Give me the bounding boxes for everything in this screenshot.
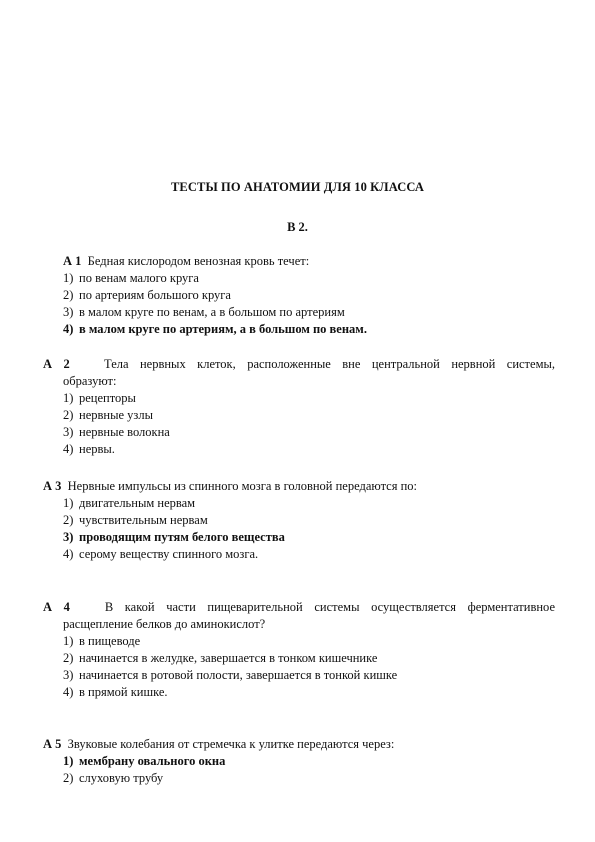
question-text [43,599,555,616]
question-a1 [43,253,555,338]
option-text: по артериям большого круга [79,288,231,302]
question-text [43,356,555,373]
option-number: 1) [63,496,74,510]
answer-option[interactable] [43,304,555,321]
option-text: чувствительным нервам [79,513,208,527]
option-text: нервные узлы [79,408,153,422]
option-number: 3) [63,305,74,319]
option-text: рецепторы [79,391,136,405]
question-prompt: Тела нервных клеток, расположенные вне центральной нервной системы, [104,357,556,371]
option-number: 4) [63,685,74,699]
option-number: 1) [63,634,74,648]
answer-options [43,633,555,701]
question-text [43,253,555,270]
question-number: А 2 [43,357,70,371]
answer-option[interactable] [43,441,555,458]
answer-option[interactable] [43,546,555,563]
option-text: нервные волокна [79,425,170,439]
question-number: А 4 [43,600,70,614]
option-text: начинается в желудке, завершается в тонком кишечнике [79,651,378,665]
answer-option[interactable] [43,287,555,304]
answer-option[interactable] [43,667,555,684]
variant-label: В 2. [287,220,308,234]
question-text [43,736,555,753]
option-number: 2) [63,288,74,302]
answer-options [43,495,555,563]
answer-option[interactable] [43,424,555,441]
option-number: 3) [63,668,74,682]
option-number: 1) [63,391,74,405]
question-text [43,478,555,495]
option-number: 2) [63,771,74,785]
answer-option[interactable] [43,770,555,787]
option-text: в малом круге по венам, а в большом по артериям [79,305,345,319]
option-number: 4) [63,322,74,336]
answer-option[interactable] [43,390,555,407]
option-number: 1) [63,271,74,285]
option-text: в прямой кишке. [79,685,168,699]
question-prompt: Нервные импульсы из спинного мозга в головной передаются по: [67,479,418,493]
option-number: 2) [63,651,74,665]
option-text: в малом круге по артериям, а в большом по венам. [79,322,367,336]
option-text: по венам малого круга [79,271,199,285]
option-text: серому веществу спинного мозга. [79,547,259,561]
question-prompt: Бедная кислородом венозная кровь течет: [87,254,310,268]
answer-option[interactable] [43,633,555,650]
option-number: 2) [63,513,74,527]
option-number: 3) [63,530,74,544]
option-number: 4) [63,442,74,456]
option-number: 4) [63,547,74,561]
option-text: слуховую трубу [79,771,164,785]
option-number: 3) [63,425,74,439]
answer-option[interactable] [43,512,555,529]
answer-options [43,753,555,787]
answer-options [43,270,555,338]
question-number: А 3 [43,479,62,493]
answer-option[interactable] [43,270,555,287]
question-number: А 1 [63,254,82,268]
question-a3 [43,478,555,563]
option-text: двигательным нервам [79,496,196,510]
page-title: ТЕСТЫ ПО АНАТОМИИ ДЛЯ 10 КЛАССА [171,180,424,194]
question-text-continued: образуют: [63,374,117,388]
option-text: начинается в ротовой полости, завершается в тонкой кишке [79,668,398,682]
question-prompt: В какой части пищеварительной системы осуществляется ферментативное [104,600,555,614]
question-a2 [43,356,555,458]
answer-option[interactable] [43,529,555,546]
option-number: 1) [63,754,74,768]
answer-option[interactable] [43,407,555,424]
answer-option[interactable] [43,321,555,338]
option-text: проводящим путям белого вещества [79,530,285,544]
option-text: в пищеводе [79,634,141,648]
question-a4 [43,599,555,701]
option-text: мембрану овального окна [79,754,226,768]
question-a5 [43,736,555,787]
question-text-continued: расщепление белков до аминокислот? [63,617,266,631]
answer-options [43,390,555,458]
answer-option[interactable] [43,495,555,512]
option-text: нервы. [79,442,115,456]
question-prompt: Звуковые колебания от стремечка к улитке передаются через: [67,737,395,751]
answer-option[interactable] [43,684,555,701]
question-number: А 5 [43,737,62,751]
answer-option[interactable] [43,753,555,770]
answer-option[interactable] [43,650,555,667]
option-number: 2) [63,408,74,422]
